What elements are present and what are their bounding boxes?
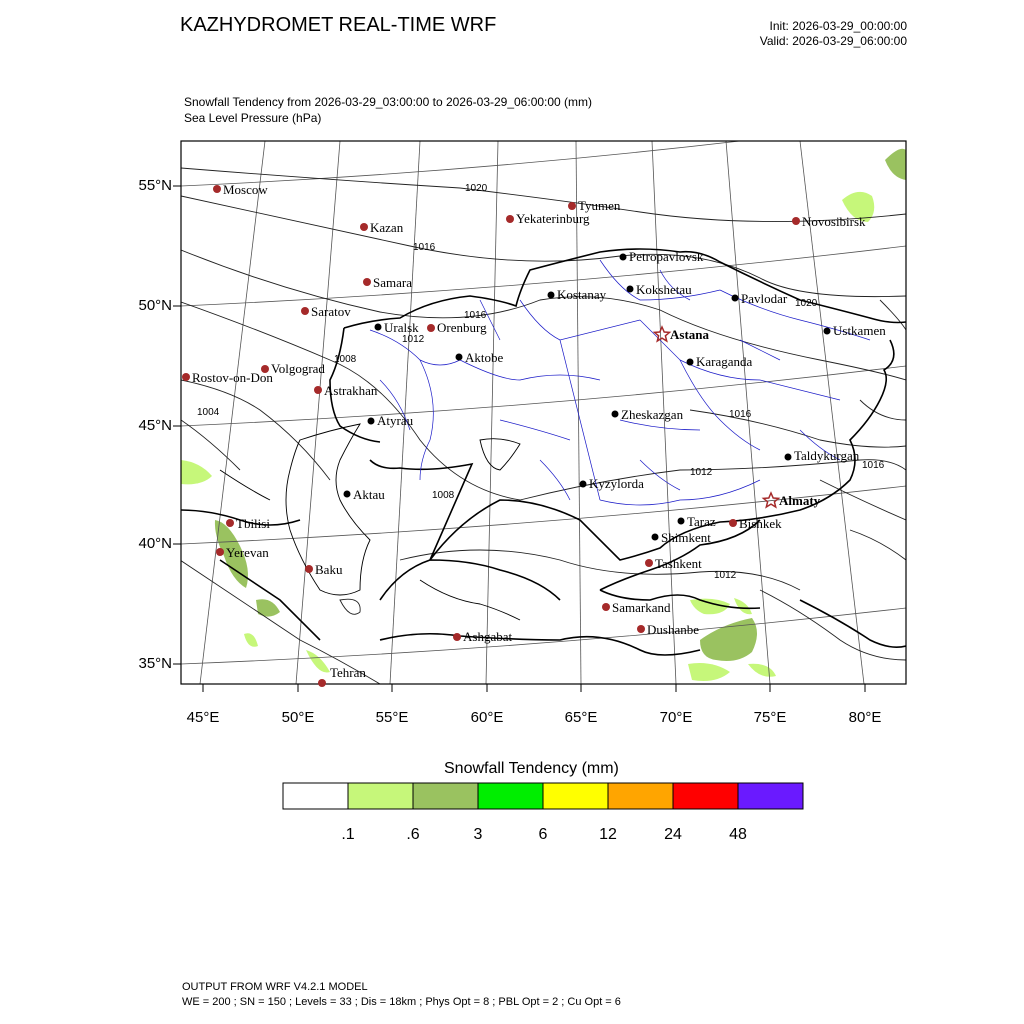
city-dot: [627, 286, 634, 293]
isobar-label: 1008: [432, 490, 455, 501]
isobar-label: 1012: [402, 334, 425, 345]
city-label: Taraz: [687, 514, 716, 529]
city-dot: [182, 373, 190, 381]
city-label: Kyzylorda: [589, 476, 644, 491]
city-label: Rostov-on-Don: [192, 370, 273, 385]
city-markers: [182, 182, 886, 687]
legend-value: 3: [473, 826, 483, 843]
legend-swatch: [738, 783, 803, 809]
city-label: Kokshetau: [636, 282, 692, 297]
city-label: Novosibirsk: [802, 214, 866, 229]
city-dot: [456, 354, 463, 361]
city-dot: [602, 603, 610, 611]
lon-label: 65°E: [564, 709, 598, 726]
graticule: [181, 120, 906, 684]
legend-value: 48: [729, 826, 747, 843]
city-label: Tyumen: [578, 198, 621, 213]
isobar-label: 1008: [334, 354, 357, 365]
city-dot: [375, 324, 382, 331]
init-time: Init: 2026-03-29_00:00:00: [769, 19, 907, 33]
capital-star-icon: [764, 493, 779, 507]
city-dot: [785, 454, 792, 461]
city-label: Astrakhan: [324, 383, 378, 398]
city-dot: [568, 202, 576, 210]
legend-swatch: [543, 783, 608, 809]
legend-swatch: [283, 783, 348, 809]
legend-value: 6: [538, 826, 548, 843]
legend-value: 12: [599, 826, 617, 843]
city-dot: [678, 518, 685, 525]
page-title: KAZHYDROMET REAL-TIME WRF: [180, 14, 497, 36]
city-label: Karaganda: [696, 354, 753, 369]
footer-settings: WE = 200 ; SN = 150 ; Levels = 33 ; Dis = 18km ; Phys Opt = 8 ; PBL Opt = 2 ; Cu Opt = 6: [182, 996, 621, 1008]
legend-value: .6: [406, 826, 420, 843]
lon-label: 70°E: [659, 709, 693, 726]
city-label: Aktau: [353, 487, 385, 502]
city-dot: [314, 386, 322, 394]
city-label: Samarkand: [612, 600, 671, 615]
lat-label: 35°N: [138, 655, 172, 672]
city-label: Kazan: [370, 220, 404, 235]
lon-label: 50°E: [281, 709, 315, 726]
footer-model: OUTPUT FROM WRF V4.2.1 MODEL: [182, 981, 368, 993]
city-dot: [612, 411, 619, 418]
city-label: Uralsk: [384, 320, 419, 335]
city-dot: [453, 633, 461, 641]
lon-label: 75°E: [753, 709, 787, 726]
isobar-label: 1020: [465, 183, 488, 194]
capital-star-icon: [655, 327, 670, 341]
lon-label: 45°E: [186, 709, 220, 726]
city-label: Tbilisi: [236, 516, 270, 531]
city-label: Orenburg: [437, 320, 487, 335]
legend-swatch: [413, 783, 478, 809]
capital-label: Almaty: [779, 493, 821, 508]
city-label: Ustkamen: [833, 323, 886, 338]
city-dot: [732, 295, 739, 302]
city-label: Shimkent: [661, 530, 711, 545]
city-label: Zheskazgan: [621, 407, 684, 422]
field-title-slp: Sea Level Pressure (hPa): [184, 111, 322, 125]
field-title-snowfall: Snowfall Tendency from 2026-03-29_03:00:00 to 2026-03-29_06:00:00 (mm): [184, 95, 593, 109]
isobars: [180, 168, 906, 684]
city-dot: [729, 519, 737, 527]
city-dot: [216, 548, 224, 556]
city-dot: [580, 481, 587, 488]
city-dot: [305, 565, 313, 573]
city-label: Bishkek: [739, 516, 782, 531]
city-dot: [620, 254, 627, 261]
legend-swatch: [348, 783, 413, 809]
city-dot: [687, 359, 694, 366]
city-dot: [637, 625, 645, 633]
city-label: Tashkent: [655, 556, 702, 571]
city-dot: [226, 519, 234, 527]
legend-color-bar: [283, 783, 803, 809]
city-label: Taldykurgan: [794, 448, 860, 463]
city-dot: [368, 418, 375, 425]
city-label: Baku: [315, 562, 343, 577]
lat-label: 45°N: [138, 417, 172, 434]
city-dot: [363, 278, 371, 286]
city-label: Yekaterinburg: [516, 211, 590, 226]
isobar-label: 1016: [862, 460, 885, 471]
isobar-label: 1016: [464, 310, 487, 321]
city-label: Petropavlovsk: [629, 249, 704, 264]
city-label: Volgograd: [271, 361, 325, 376]
city-dot: [824, 328, 831, 335]
isobar-label: 1020: [795, 298, 818, 309]
city-label: Moscow: [223, 182, 268, 197]
legend-swatch: [478, 783, 543, 809]
lat-label: 55°N: [138, 177, 172, 194]
city-label: Yerevan: [226, 545, 269, 560]
lat-label: 50°N: [138, 297, 172, 314]
capital-label: Astana: [670, 327, 710, 342]
city-dot: [427, 324, 435, 332]
city-label: Samara: [373, 275, 412, 290]
isobar-label: 1012: [690, 467, 713, 478]
axis-ticks: [173, 186, 865, 692]
legend-title: Snowfall Tendency (mm): [444, 760, 619, 777]
city-label: Aktobe: [465, 350, 504, 365]
legend-swatch: [673, 783, 738, 809]
legend-value: .1: [341, 826, 355, 843]
isobar-label: 1012: [714, 570, 737, 581]
city-label: Saratov: [311, 304, 351, 319]
legend-value: 24: [664, 826, 682, 843]
lon-label: 55°E: [375, 709, 409, 726]
legend-swatch: [608, 783, 673, 809]
city-dot: [645, 559, 653, 567]
lat-label: 40°N: [138, 535, 172, 552]
city-label: Dushanbe: [647, 622, 699, 637]
city-dot: [318, 679, 326, 687]
city-dot: [548, 292, 555, 299]
lon-label: 80°E: [848, 709, 882, 726]
city-label: Tehran: [330, 665, 366, 680]
snowfall-shading: [181, 149, 906, 681]
isobar-label: 1016: [729, 409, 752, 420]
isobar-label: 1004: [197, 407, 220, 418]
valid-time: Valid: 2026-03-29_06:00:00: [759, 34, 907, 48]
city-dot: [301, 307, 309, 315]
lon-label: 60°E: [470, 709, 504, 726]
city-dot: [506, 215, 514, 223]
city-dot: [213, 185, 221, 193]
city-label: Atyrau: [377, 413, 414, 428]
city-label: Pavlodar: [741, 291, 788, 306]
city-label: Ashgabat: [463, 629, 513, 644]
city-dot: [652, 534, 659, 541]
city-dot: [344, 491, 351, 498]
isobar-label: 1016: [413, 242, 436, 253]
city-dot: [360, 223, 368, 231]
city-label: Kostanay: [557, 287, 607, 302]
city-dot: [792, 217, 800, 225]
